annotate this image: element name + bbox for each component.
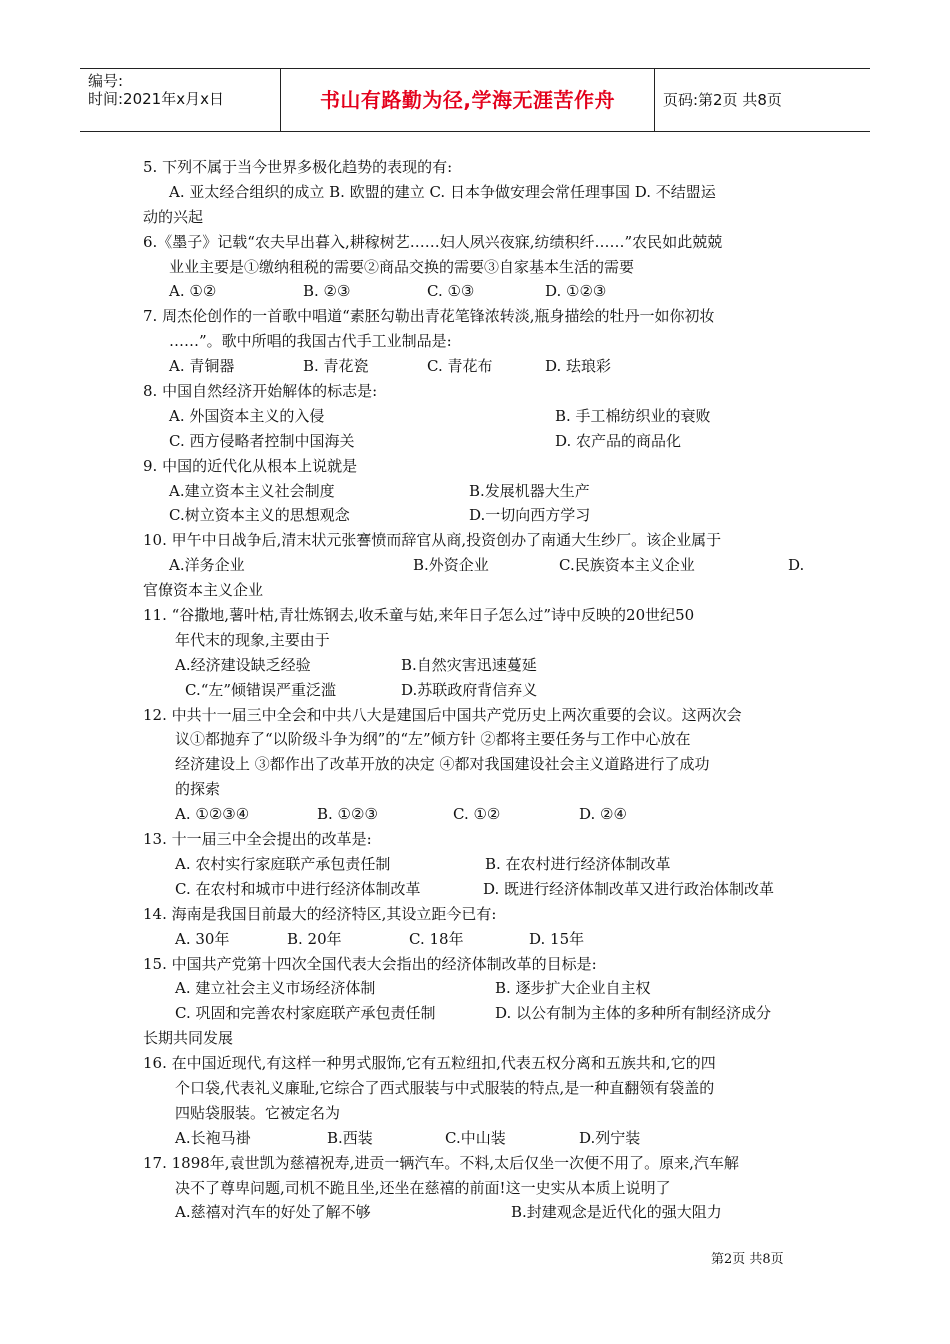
option-b: B. 20年	[287, 929, 342, 948]
question-15-stem	[143, 952, 815, 977]
option-a: A. ①②③④	[175, 805, 250, 824]
question-16-stem	[143, 1051, 815, 1076]
option-a: A. 农村实行家庭联产承包责任制	[175, 854, 391, 873]
option-b: B.发展机器大生产	[469, 481, 590, 500]
question-text: 个口袋,代表礼义廉耻,它综合了西式服装与中式服装的特点,是一种直翻领有袋盖的	[175, 1078, 715, 1097]
option-d: D. 既进行经济体制改革又进行政治体制改革	[483, 879, 775, 898]
question-14-stem	[143, 902, 815, 927]
question-11-options-ab	[143, 653, 815, 678]
option-c: C.中山装	[445, 1128, 506, 1147]
option-b: B. ①②③	[317, 805, 378, 824]
question-15-options-cd	[143, 1001, 815, 1026]
option-d: D. ①②③	[545, 282, 607, 301]
option-d: D. 珐琅彩	[545, 357, 612, 376]
question-15-options-cont	[143, 1026, 815, 1051]
question-17-options-ab	[143, 1200, 815, 1225]
option-b: B.封建观念是近代化的强大阻力	[511, 1203, 722, 1222]
option-b: B.西装	[327, 1128, 373, 1147]
option-d: D. 以公有制为主体的多种所有制经济成分	[495, 1004, 772, 1023]
option-c: C. 西方侵略者控制中国海关	[169, 431, 355, 450]
question-7-stem-cont	[143, 329, 815, 354]
option-c: C. 巩固和完善农村家庭联产承包责任制	[175, 1004, 436, 1023]
question-text: 业业主要是①缴纳租税的需要②商品交换的需要③自家基本生活的需要	[169, 257, 635, 276]
question-10-options	[143, 553, 815, 578]
question-10-stem	[143, 528, 815, 553]
option-c: C. 青花布	[427, 357, 493, 376]
option-c: C.“左”倾错误严重泛滥	[185, 680, 337, 699]
question-6-options	[143, 279, 815, 304]
option-a: A. 青铜器	[169, 357, 235, 376]
question-13-options-cd	[143, 877, 815, 902]
question-11-stem	[143, 603, 815, 628]
page-footer: 第2页 共8页	[711, 1252, 784, 1267]
question-text: 15. 中国共产党第十四次全国代表大会指出的经济体制改革的目标是:	[143, 954, 597, 973]
question-12-stem-2	[143, 727, 815, 752]
question-10-options-cont	[143, 578, 815, 603]
question-text: 11. “谷撒地,薯叶枯,青壮炼钢去,收禾童与姑,来年日子怎么过”诗中反映的20世纪50	[143, 606, 695, 625]
question-text: 8. 中国自然经济开始解体的标志是:	[143, 382, 378, 401]
question-5-stem	[143, 155, 815, 180]
question-12-stem	[143, 703, 815, 728]
question-text: 14. 海南是我国目前最大的经济特区,其设立距今已有:	[143, 904, 497, 923]
option-b: B. 手工棉纺织业的衰败	[555, 406, 711, 425]
header-info-cell	[80, 69, 281, 131]
question-text: 7. 周杰伦创作的一首歌中唱道“素胚勾勒出青花笔锋浓转淡,瓶身描绘的牡丹一如你初妆	[143, 307, 715, 326]
question-text: 6.《墨子》记载“农夫早出暮入,耕稼树艺……妇人夙兴夜寐,纺绩积纤……”农民如此兢兢	[143, 232, 723, 251]
question-9-stem	[143, 454, 815, 479]
question-text: 决不了尊卑问题,司机不跪且坐,还坐在慈禧的前面!这一史实从本质上说明了	[175, 1178, 671, 1197]
option-b: B.自然灾害迅速蔓延	[401, 655, 537, 674]
question-text: ……”。歌中所唱的我国古代手工业制品是:	[169, 332, 452, 351]
option-a: A.洋务企业	[169, 556, 245, 575]
option-b: B. 逐步扩大企业自主权	[495, 979, 651, 998]
option-c: C.树立资本主义的思想观念	[169, 506, 350, 525]
doc-time-label: 时间:2021年x月x日	[88, 90, 224, 108]
option-a: A. ①②	[169, 282, 217, 301]
question-13-options-ab	[143, 852, 815, 877]
option-d: D.	[788, 556, 805, 575]
question-12-stem-3	[143, 752, 815, 777]
question-text: 年代末的现象,主要由于	[175, 630, 330, 649]
question-17-stem	[143, 1151, 815, 1176]
option-a: A.长袍马褂	[175, 1128, 251, 1147]
option-b: B. 青花瓷	[303, 357, 369, 376]
option-c: C. 18年	[409, 929, 464, 948]
option-a: A. 建立社会主义市场经济体制	[175, 979, 376, 998]
question-17-stem-2	[143, 1176, 815, 1201]
option-text: A. 亚太经合组织的成立 B. 欧盟的建立 C. 日本争做安理会常任理事国 D. 不结盟运	[169, 182, 716, 201]
option-d: D. 15年	[529, 929, 585, 948]
option-c: C.民族资本主义企业	[559, 556, 695, 575]
question-7-options	[143, 354, 815, 379]
question-text: 13. 十一届三中全会提出的改革是:	[143, 830, 372, 849]
option-d: D. 农产品的商品化	[555, 431, 682, 450]
option-a: A.建立资本主义社会制度	[169, 481, 335, 500]
question-text: 经济建设上 ③都作出了改革开放的决定 ④都对我国建设社会主义道路进行了成功	[175, 755, 710, 774]
option-d: D. ②④	[579, 805, 627, 824]
doc-number-label: 编号:	[88, 72, 124, 90]
question-6-stem	[143, 230, 815, 255]
question-16-stem-3	[143, 1101, 815, 1126]
question-14-options	[143, 927, 815, 952]
question-12-options	[143, 802, 815, 827]
question-9-options-ab	[143, 479, 815, 504]
option-a: A. 外国资本主义的入侵	[169, 406, 325, 425]
question-8-options-ab	[143, 404, 815, 429]
question-7-stem	[143, 304, 815, 329]
option-a: A. 30年	[175, 929, 230, 948]
option-b: B. 在农村进行经济体制改革	[485, 854, 671, 873]
option-d: D.一切向西方学习	[469, 506, 591, 525]
question-text: 16. 在中国近现代,有这样一种男式服饰,它有五粒纽扣,代表五权分离和五族共和,它的四	[143, 1054, 716, 1073]
option-a: A.慈禧对汽车的好处了解不够	[175, 1203, 371, 1222]
question-text: 9. 中国的近代化从根本上说就是	[143, 456, 358, 475]
question-5-options	[143, 180, 815, 205]
header-motto: 书山有路勤为径,学海无涯苦作舟	[281, 69, 655, 131]
option-a: A.经济建设缺乏经验	[175, 655, 311, 674]
question-9-options-cd	[143, 503, 815, 528]
question-13-stem	[143, 827, 815, 852]
question-text: 10. 甲午中日战争后,清末状元张謇愤而辞官从商,投资创办了南通大生纱厂。该企业属于	[143, 531, 722, 550]
question-8-options-cd	[143, 429, 815, 454]
question-16-options	[143, 1126, 815, 1151]
header-page-number: 页码:第2页 共8页	[663, 91, 782, 109]
option-text: 官僚资本主义企业	[143, 581, 264, 600]
option-c: C. ①②	[453, 805, 501, 824]
question-text: 四贴袋服装。它被定名为	[175, 1103, 341, 1122]
option-d: D.苏联政府背信弃义	[401, 680, 538, 699]
question-15-options-ab	[143, 976, 815, 1001]
option-c: C. 在农村和城市中进行经济体制改革	[175, 879, 421, 898]
option-text: 动的兴起	[143, 207, 204, 226]
option-b: B. ②③	[303, 282, 351, 301]
question-text: 17. 1898年,袁世凯为慈禧祝寿,进贡一辆汽车。不料,太后仅坐一次便不用了。原来,汽车解	[143, 1153, 739, 1172]
question-text: 5. 下列不属于当今世界多极化趋势的表现的有:	[143, 158, 453, 176]
option-d: D.列宁装	[579, 1128, 641, 1147]
option-c: C. ①③	[427, 282, 475, 301]
question-text: 议①都抛弃了“以阶级斗争为纲”的“左”倾方针 ②都将主要任务与工作中心放在	[175, 730, 691, 749]
question-11-options-cd	[143, 678, 815, 703]
question-text: 的探索	[175, 780, 221, 799]
question-8-stem	[143, 379, 815, 404]
option-text: 长期共同发展	[143, 1029, 234, 1048]
option-b: B.外资企业	[413, 556, 489, 575]
question-list	[143, 155, 815, 1225]
question-6-stem-cont	[143, 255, 815, 280]
question-5-options-cont	[143, 205, 815, 230]
question-11-stem-cont	[143, 628, 815, 653]
question-text: 12. 中共十一届三中全会和中共八大是建国后中国共产党历史上两次重要的会议。这两次会	[143, 705, 742, 724]
page-header	[80, 68, 870, 132]
question-16-stem-2	[143, 1076, 815, 1101]
question-12-stem-4	[143, 777, 815, 802]
